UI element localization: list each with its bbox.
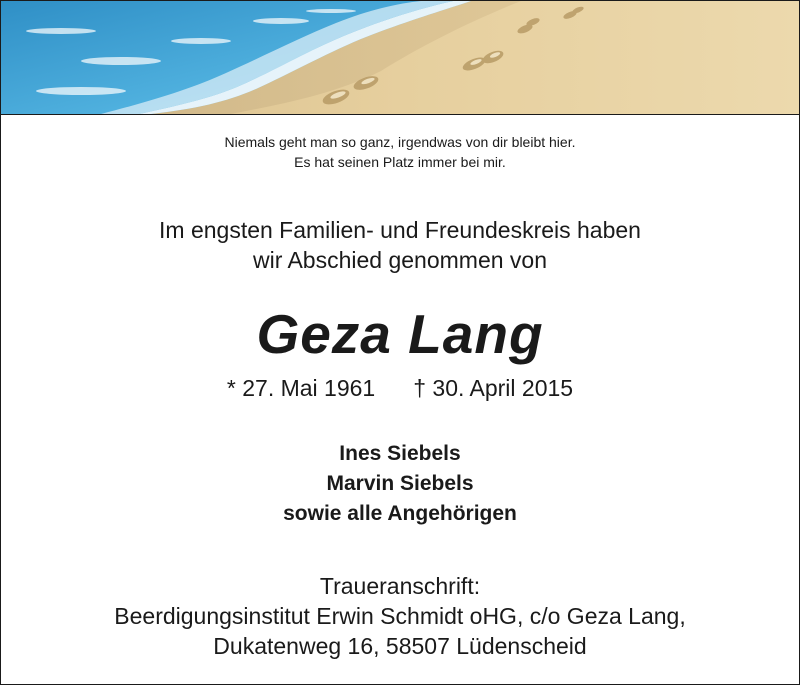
intro-line-2: wir Abschied genommen von bbox=[252, 247, 548, 273]
address-line-2: Dukatenweg 16, 58507 Lüdenscheid bbox=[213, 633, 587, 659]
condolence-address bbox=[1, 571, 799, 661]
life-dates bbox=[1, 373, 799, 403]
quote-line-1: Niemals geht man so ganz, irgendwas von dir bleibt hier. bbox=[224, 134, 576, 150]
intro-line-1: Im engsten Familien- und Freundeskreis haben bbox=[159, 217, 641, 243]
intro-text bbox=[1, 215, 799, 275]
mourner-item: Ines Siebels bbox=[339, 442, 461, 465]
address-line-1: Beerdigungsinstitut Erwin Schmidt oHG, c/o Geza Lang, bbox=[114, 603, 686, 629]
quote-line-2: Es hat seinen Platz immer bei mir. bbox=[294, 154, 506, 170]
mourners-list bbox=[1, 439, 799, 529]
memorial-quote bbox=[1, 132, 799, 172]
beach-banner-image bbox=[1, 1, 799, 115]
birth-date: * 27. Mai 1961 bbox=[226, 375, 376, 401]
mourner-item: sowie alle Angehörigen bbox=[283, 502, 517, 525]
death-date: † 30. April 2015 bbox=[413, 375, 574, 401]
mourner-item: Marvin Siebels bbox=[326, 472, 474, 495]
address-label: Traueranschrift: bbox=[319, 573, 481, 599]
deceased-name: Geza Lang bbox=[256, 303, 544, 365]
